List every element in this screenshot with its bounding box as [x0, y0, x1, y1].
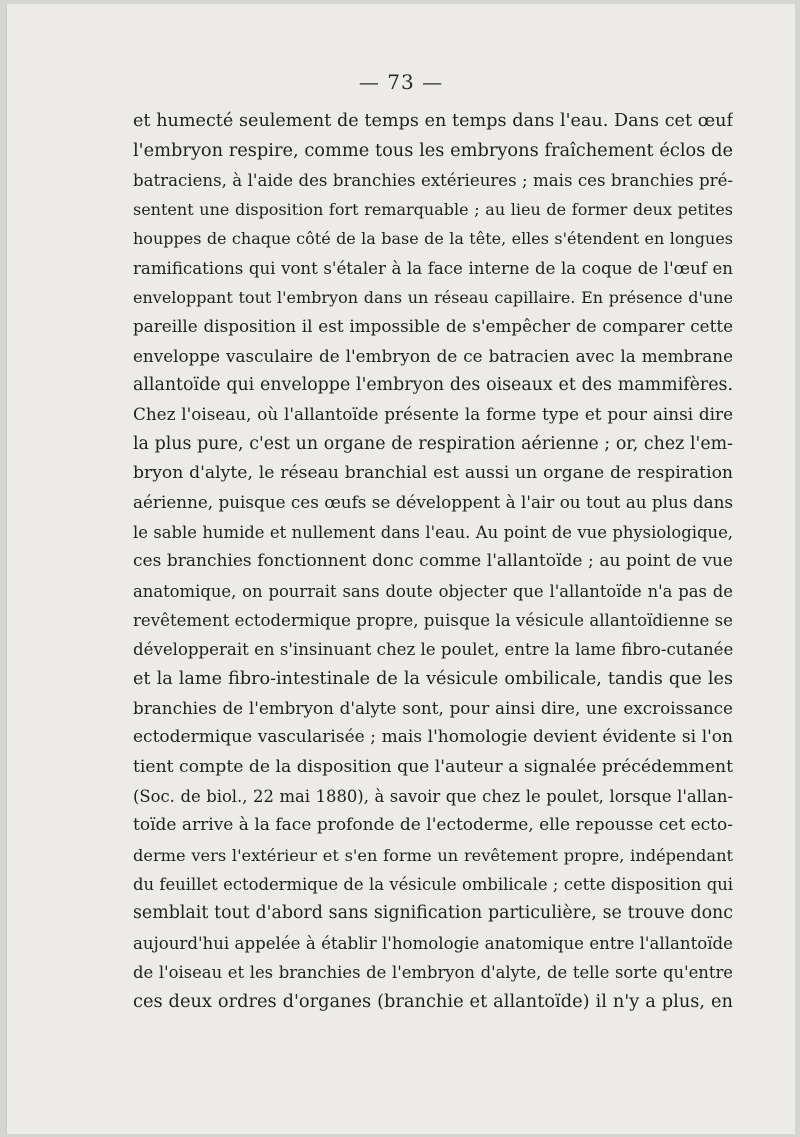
- page-number: — 73 —: [358, 70, 444, 94]
- text-line: toïde arrive à la face profonde de l'ectoderme, elle repousse cet ecto-: [133, 815, 733, 836]
- text-line: du feuillet ectodermique de la vésicule ombilicale ; cette disposition qui: [133, 874, 733, 894]
- text-line: batraciens, à l'aide des branchies extérieures ; mais ces branchies pré-: [133, 170, 733, 190]
- text-line: allantoïde qui enveloppe l'embryon des oiseaux et des mammifères.: [133, 375, 733, 396]
- text-line: la plus pure, c'est un organe de respiration aérienne ; or, chez l'em-: [133, 433, 733, 454]
- text-line: tient compte de la disposition que l'auteur a signalée précédemment: [133, 756, 733, 777]
- body-text: [133, 107, 733, 1017]
- text-line: aujourd'hui appelée à établir l'homologie anatomique entre l'allantoïde: [133, 933, 733, 953]
- text-line: houppes de chaque côté de la base de la tête, elles s'étendent en longues: [133, 229, 733, 249]
- text-line: anatomique, on pourrait sans doute objecter que l'allantoïde n'a pas de: [133, 581, 733, 601]
- text-line: revêtement ectodermique propre, puisque la vésicule allantoïdienne se: [133, 610, 733, 630]
- text-line: enveloppe vasculaire de l'embryon de ce batracien avec la membrane: [133, 345, 733, 366]
- text-line: pareille disposition il est impossible de s'empêcher de comparer cette: [133, 316, 733, 337]
- text-line: de l'oiseau et les branchies de l'embryon d'alyte, de telle sorte qu'entre: [133, 962, 733, 982]
- text-line: l'embryon respire, comme tous les embryons fraîchement éclos de: [133, 140, 733, 162]
- text-line: enveloppant tout l'embryon dans un réseau capillaire. En présence d'une: [133, 288, 733, 308]
- text-line: développerait en s'insinuant chez le poulet, entre la lame fibro-cutanée: [133, 640, 733, 660]
- text-line: ramifications qui vont s'étaler à la face interne de la coque de l'œuf en: [133, 258, 733, 278]
- text-line: ectodermique vascularisée ; mais l'homologie devient évidente si l'on: [133, 727, 733, 748]
- text-line: Chez l'oiseau, où l'allantoïde présente la forme type et pour ainsi dire: [133, 404, 733, 425]
- text-line: semblait tout d'abord sans signification particulière, se trouve donc: [133, 903, 733, 924]
- text-line: et la lame fibro-intestinale de la vésicule ombilicale, tandis que les: [133, 668, 733, 689]
- text-line: derme vers l'extérieur et s'en forme un revêtement propre, indépendant: [133, 845, 733, 865]
- text-line: bryon d'alyte, le réseau branchial est aussi un organe de respiration: [133, 463, 733, 484]
- text-line: ces deux ordres d'organes (branchie et allantoïde) il n'y a plus, en: [133, 991, 733, 1013]
- text-line: (Soc. de biol., 22 mai 1880), à savoir que chez le poulet, lorsque l'allan-: [133, 786, 733, 806]
- text-line: branchies de l'embryon d'alyte sont, pour ainsi dire, une excroissance: [133, 697, 733, 718]
- text-line: ces branchies fonctionnent donc comme l'allantoïde ; au point de vue: [133, 551, 733, 572]
- text-line: et humecté seulement de temps en temps dans l'eau. Dans cet œuf: [133, 111, 733, 131]
- text-line: le sable humide et nullement dans l'eau. Au point de vue physiologique,: [133, 522, 733, 542]
- text-line: sentent une disposition fort remarquable ; au lieu de former deux petites: [133, 200, 733, 220]
- text-line: aérienne, puisque ces œufs se développent à l'air ou tout au plus dans: [133, 492, 733, 513]
- book-page: [6, 4, 795, 1134]
